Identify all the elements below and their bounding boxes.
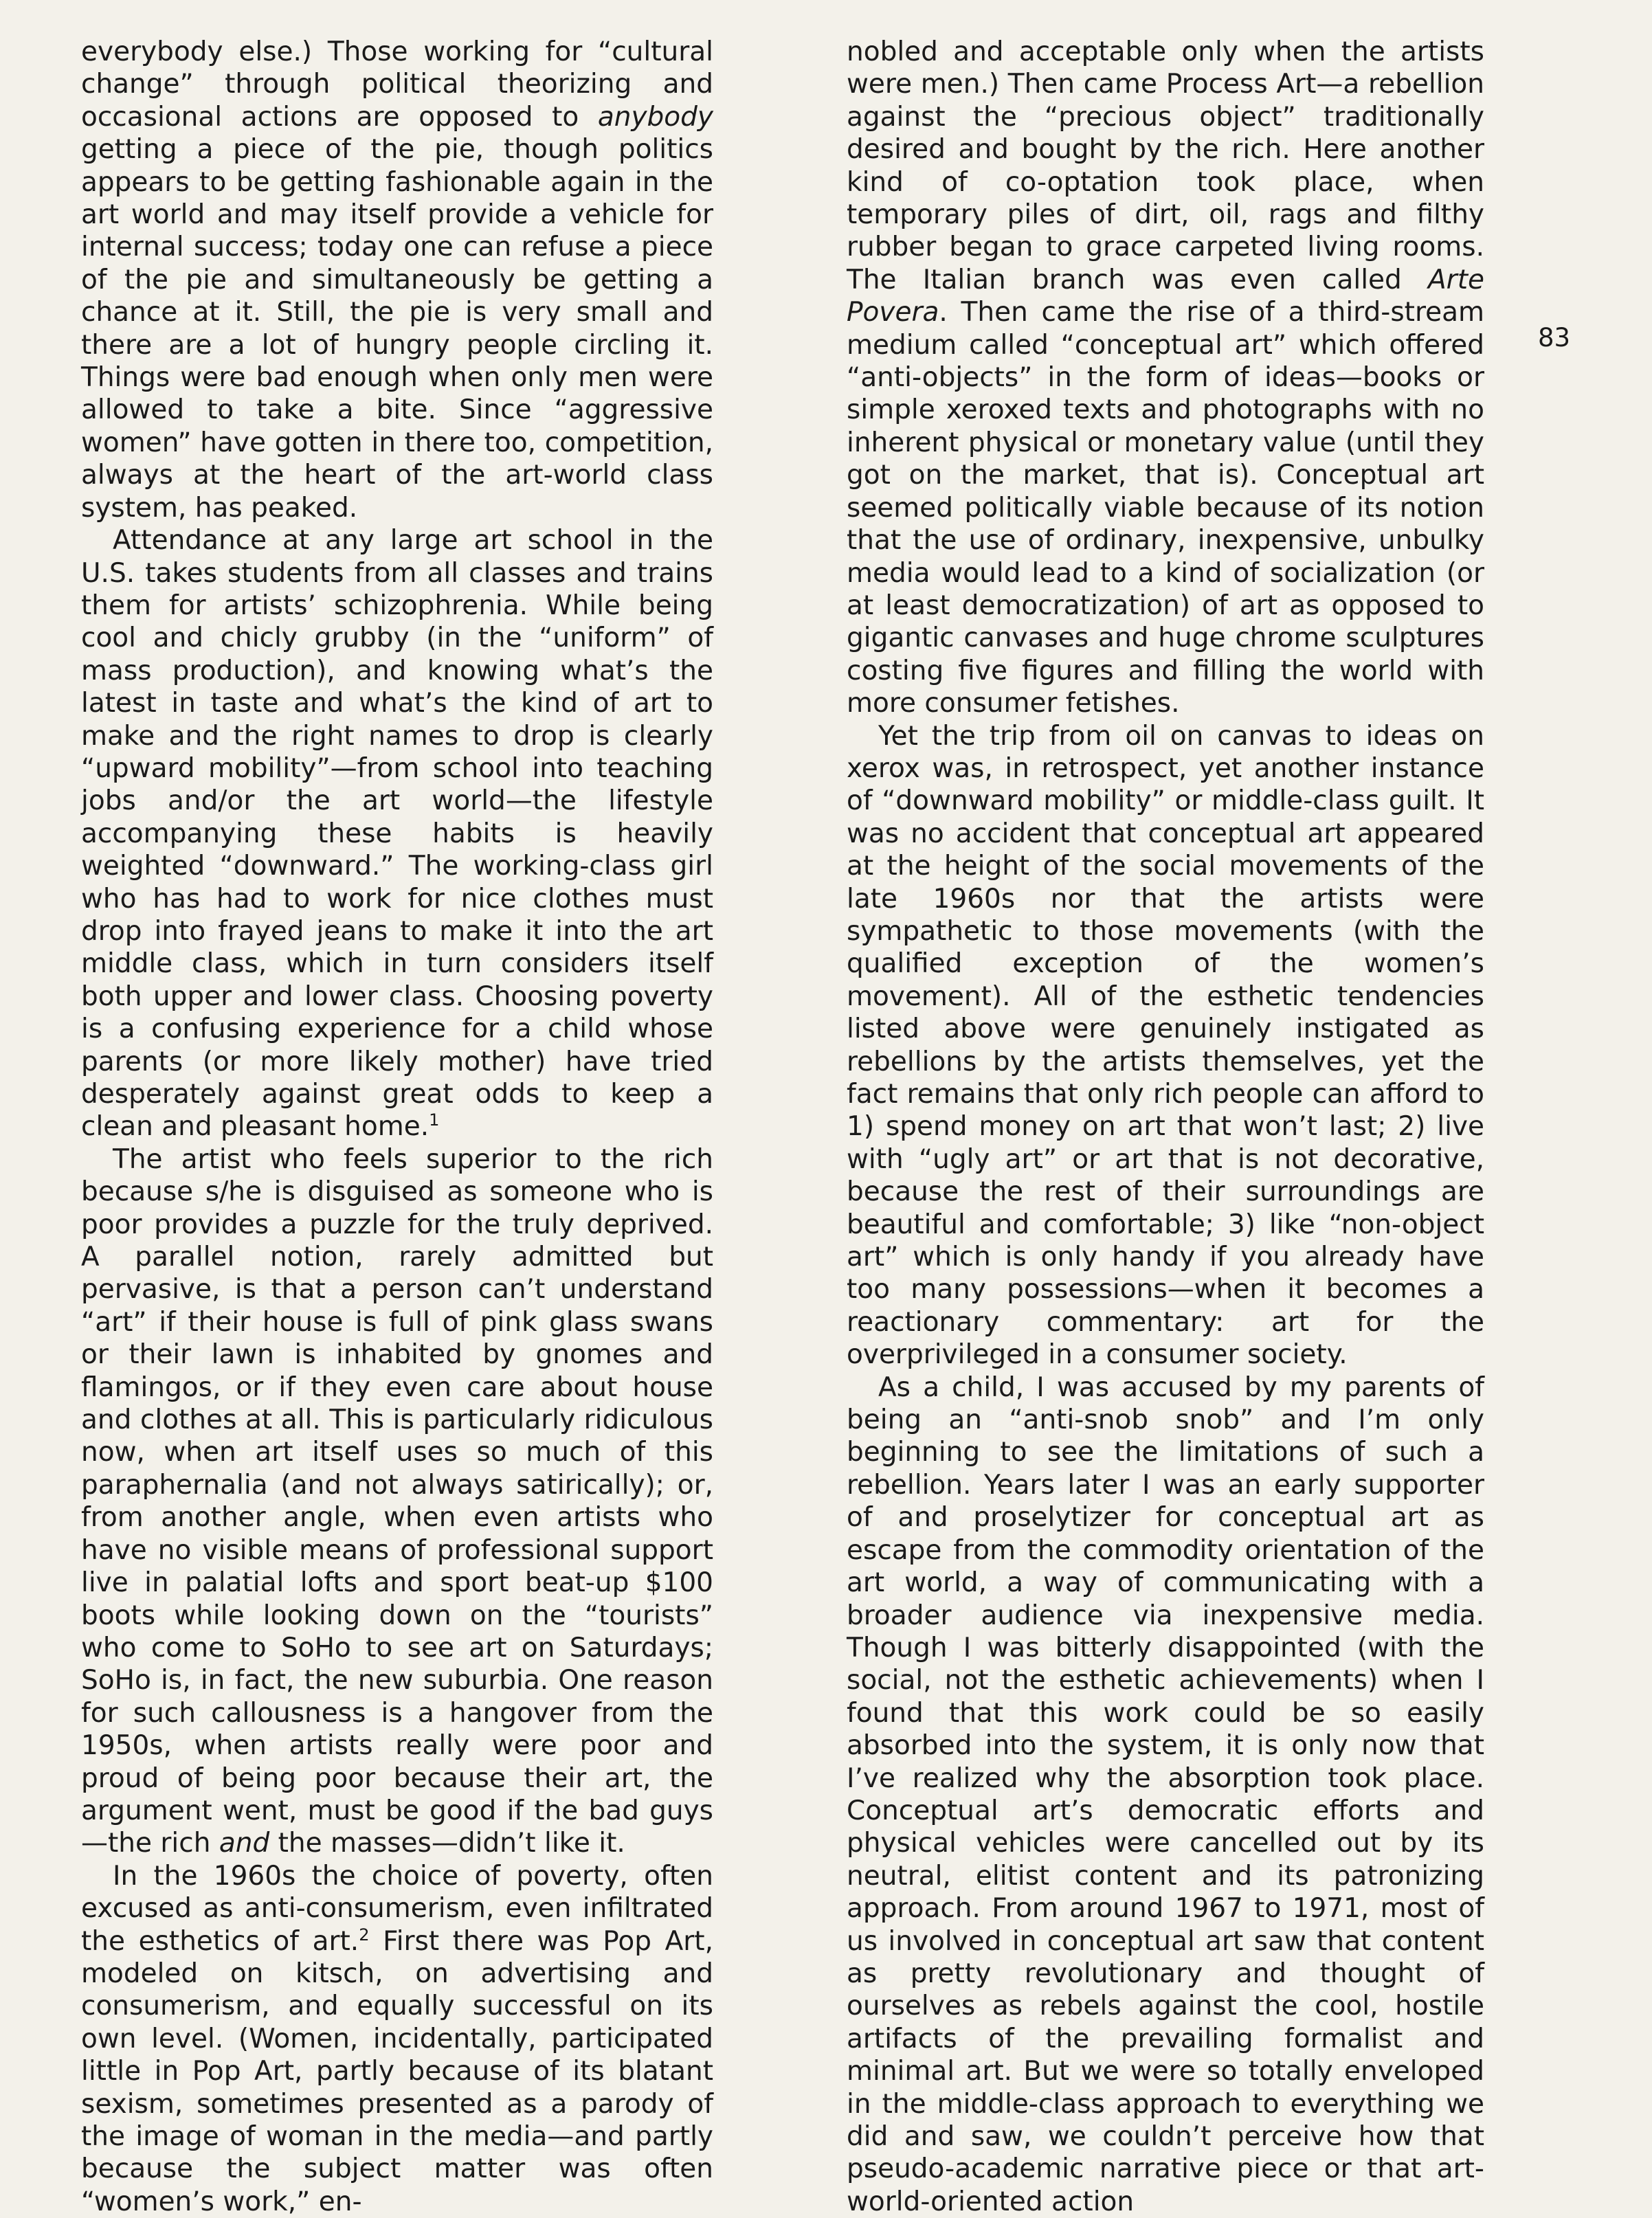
paragraph bbox=[81, 1143, 713, 1860]
paragraph bbox=[847, 720, 1484, 1371]
text-run: the masses—didn’t like it. bbox=[269, 1828, 625, 1859]
text-run: getting a piece of the pie, though politics appears to be getting fashionable again in the art world and may itself provide a vehicle for internal success; today one can refuse a piece of the pie and simultaneously be getting a chance at it. Still, the pie is very small and there are a lot of hungry people circling it. Things were bad enough when only men were allowed to take a bite. Since “aggressive women” have gotten in there too, competition, always at the heart of the art-world class system, has peaked. bbox=[81, 134, 713, 524]
text-run: everybody else.) Those working for “cultural change” through political theorizing and occasional actions are opposed to bbox=[81, 36, 713, 133]
text-run: . Then came the rise of a third-stream medium called “conceptual art” which offered “anti-objects” in the form of ideas—books or simple xeroxed texts and photographs with no inherent physical or monetary value (until they got on the market, that is). Conceptual art seemed politically viable because of its notion that the use of ordinary, inexpensive, unbulky media would lead to a kind of socialization (or at least democratization) of art as opposed to gigantic canvases and huge chrome sculptures costing five figures and filling the world with more consumer fetishes. bbox=[847, 297, 1484, 719]
text-run: Yet the trip from oil on canvas to ideas on xerox was, in retrospect, yet another instance of “downward mobility” or middle-class guilt. It was no accident that conceptual art appeared at the height of the social movements of the late 1960s nor that the artists were sympathetic to those movements (with the qualified exception of the women’s movement). All of the esthetic tendencies listed above were genuinely instigated as rebellions by the artists themselves, yet the fact remains that only rich people can afford to 1) spend money on art that won’t last; 2) live with “ugly art” or art that is not decorative, because the rest of their surroundings are beautiful and comfortable; 3) like “non-object art” which is only handy if you already have too many possessions—when it becomes a reactionary commentary: art for the overprivileged in a consumer society. bbox=[847, 720, 1484, 1371]
text-run: The artist who feels superior to the rich because s/he is disguised as someone who is poor provides a puzzle for the truly deprived. A parallel notion, rarely admitted but pervasive, is that a person can’t understand “art” if their house is full of pink glass swans or their lawn is inhabited by gnomes and flamingos, or if they even care about house and clothes at all. This is particularly ridiculous now, when art itself uses so much of this paraphernalia (and not always satirically); or, from another angle, when even artists who have no visible means of professional support live in palatial lofts and sport beat-up $100 boots while looking down on the “tourists” who come to SoHo to see art on Saturdays; SoHo is, in fact, the new suburbia. One reason for such callousness is a hangover from the 1950s, when artists really were poor and proud of being poor because their art, the argument went, must be good if the bad guys—the rich bbox=[81, 1143, 713, 1859]
italic-text: anybody bbox=[597, 101, 713, 133]
paragraph bbox=[81, 1860, 713, 2218]
text-run: First there was Pop Art, modeled on kitsch, on advertising and consumerism, and equally successful on its own level. (Women, incidentally, participated little in Pop Art, partly because of its blatant sexism, sometimes presented as a parody of the image of woman in the media—and partly because the subject matter was often “women’s work,” en- bbox=[81, 1925, 713, 2217]
italic-text: and bbox=[219, 1828, 270, 1859]
footnote-ref: 1 bbox=[429, 1110, 440, 1130]
text-run: nobled and acceptable only when the artists were men.) Then came Process Art—a rebellion against the “precious object” traditionally desired and bought by the rich. Here another kind of co-optation took place, when temporary piles of dirt, oil, rags and filthy rubber began to grace carpeted living rooms. The Italian branch was even called bbox=[847, 36, 1484, 295]
text-run: Attendance at any large art school in the U.S. takes students from all classes and trains them for artists’ schizophrenia. While being cool and chicly grubby (in the “uniform” of mass production), and knowing what’s the latest in taste and what’s the kind of art to make and the right names to drop is clearly “upward mobility”—from school into teaching jobs and/or the art world—the lifestyle accompanying these habits is heavily weighted “downward.” The working-class girl who has had to work for nice clothes must drop into frayed jeans to make it into the art middle class, which in turn considers itself both upper and lower class. Choosing poverty is a confusing experience for a child whose parents (or more likely mother) have tried desperately against great odds to keep a clean and pleasant home. bbox=[81, 525, 713, 1143]
footnote-ref: 2 bbox=[359, 1925, 370, 1945]
italic-text: Arte Povera bbox=[847, 264, 1484, 328]
text-run: In the 1960s the choice of poverty, often excused as anti-consumerism, even infiltrated the esthetics of art. bbox=[81, 1860, 713, 1957]
paragraph bbox=[847, 1371, 1484, 2218]
page-number: 83 bbox=[1538, 323, 1571, 352]
paragraph bbox=[81, 36, 713, 524]
paragraph bbox=[81, 524, 713, 1143]
paragraph bbox=[847, 36, 1484, 720]
text-run: As a child, I was accused by my parents of being an “anti-snob snob” and I’m only beginning to see the limitations of such a rebellion. Years later I was an early supporter of and proselytizer for conceptual art as escape from the commodity orientation of the art world, a way of communicating with a broader audience via inexpensive media. Though I was bitterly disappointed (with the social, not the esthetic achievements) when I found that this work could be so easily absorbed into the system, it is only now that I’ve realized why the absorption took place. Conceptual art’s democratic efforts and physical vehicles were cancelled out by its neutral, elitist content and its patronizing approach. From around 1967 to 1971, most of us involved in conceptual art saw that content as pretty revolutionary and thought of ourselves as rebels against the cool, hostile artifacts of the prevailing formalist and minimal art. But we were so totally enveloped in the middle-class approach to everything we did and saw, we couldn’t perceive how that pseudo-academic narrative piece or that art-world-oriented action bbox=[847, 1371, 1484, 2217]
right-column bbox=[847, 36, 1484, 2218]
left-column bbox=[81, 36, 713, 2218]
